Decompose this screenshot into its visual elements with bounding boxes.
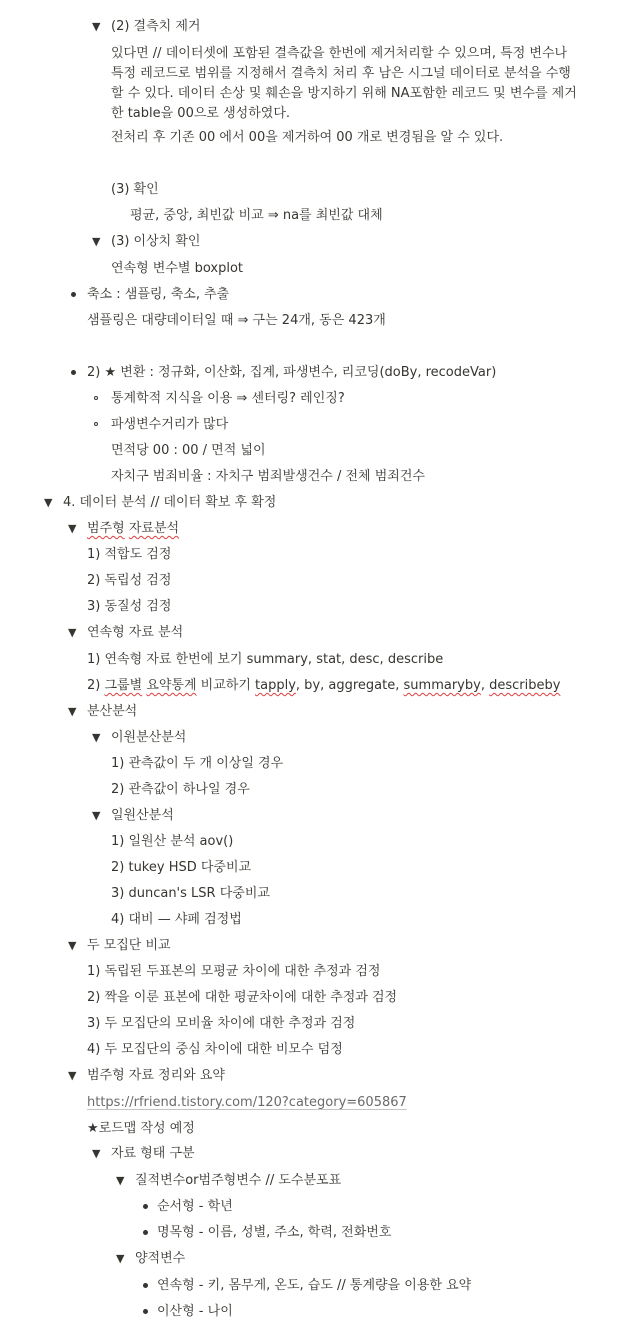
reduction-text: 샘플링은 대량데이터일 때 ⇒ 구는 24개, 동은 423개 <box>87 313 386 328</box>
toggle-arrow-icon[interactable]: ▼ <box>92 235 101 248</box>
missing-removal-heading: (2) 결측치 제거 <box>111 19 201 34</box>
missing-removal-paragraph: 있다면 // 데이터셋에 포함된 결측값을 한번에 제거처리할 수 있으며, 특정 변수나 특정 레코드로 범위를 지정해서 결측치 처리 후 남은 시그널 데이터로 분석을 수행할 수 있다. 데이터 손상 및 훼손을 방지하기 위해 NA포함한 레코드 및 변수를 제거한 table을 00으로 생성하였다. <box>111 46 577 121</box>
roadmap-note: ★로드맵 작성 예정 <box>87 1121 195 1136</box>
missing-removal-result: 전처리 후 기존 00 에서 00을 제거하여 00 개로 변경됨을 알 수 있다. <box>111 130 504 145</box>
cat-summary-heading: 범주형 자료 정리와 요약 <box>87 1068 225 1083</box>
reduction-label: 축소 : 샘플링, 축소, 추출 <box>87 287 230 302</box>
transform-label: 2) ★ 변환 : 정규화, 이산화, 집계, 파생변수, 리코딩(doBy, recodeVar) <box>87 365 497 380</box>
transform-sub1: 통계학적 지식을 이용 ⇒ 센터링? 레인징? <box>111 391 345 406</box>
two-pop-item: 4) 두 모집단의 중심 차이에 대한 비모수 덤정 <box>87 1042 343 1057</box>
bullet-circle-icon <box>94 422 98 426</box>
categorical-item: 1) 적합도 검정 <box>87 547 172 562</box>
bullet-dot-icon <box>71 292 76 297</box>
anova-heading: 분산분석 <box>87 704 138 719</box>
oneway-anova-item: 2) tukey HSD 다중비교 <box>111 860 252 875</box>
outlier-heading: (3) 이상치 확인 <box>111 234 201 249</box>
continuous-heading: 연속형 자료 분석 <box>87 625 184 640</box>
toggle-arrow-icon[interactable]: ▼ <box>68 626 77 639</box>
continuous-item: 1) 연속형 자료 한번에 보기 summary, stat, desc, describe <box>87 652 444 667</box>
two-pop-item: 2) 짝을 이룬 표본에 대한 평균차이에 대한 추정과 검정 <box>87 990 398 1005</box>
quantitative-heading: 양적변수 <box>135 1251 186 1266</box>
transform-sub2-line2: 자치구 범죄비율 : 자치구 범죄발생건수 / 전체 범죄건수 <box>111 469 425 484</box>
oneway-anova-item: 3) duncan's LSR 다중비교 <box>111 886 270 901</box>
quantitative-item: 이산형 - 나이 <box>157 1304 233 1319</box>
reference-link[interactable]: https://rfriend.tistory.com/120?category=605867 <box>87 1095 407 1110</box>
outlier-text: 연속형 변수별 boxplot <box>111 261 244 276</box>
categorical-heading: 범주형 자료분석 <box>87 521 180 536</box>
categorical-item: 3) 동질성 검정 <box>87 599 172 614</box>
two-pop-heading: 두 모집단 비교 <box>87 938 171 953</box>
qualitative-heading: 질적변수or범주형변수 // 도수분포표 <box>135 1173 342 1188</box>
oneway-anova-item: 1) 일원산 분석 aov() <box>111 834 234 849</box>
toggle-arrow-icon[interactable]: ▼ <box>92 809 101 822</box>
toggle-arrow-icon[interactable]: ▼ <box>44 496 53 509</box>
quantitative-item: 연속형 - 키, 몸무게, 온도, 습도 // 통계량을 이용한 요약 <box>157 1278 472 1293</box>
twoway-anova-item: 2) 관측값이 하나일 경우 <box>111 782 250 797</box>
twoway-anova-heading: 이원분산분석 <box>111 730 187 745</box>
toggle-arrow-icon[interactable]: ▼ <box>116 1252 125 1265</box>
bullet-dot-icon <box>143 1204 148 1209</box>
toggle-arrow-icon[interactable]: ▼ <box>68 705 77 718</box>
analysis-heading: 4. 데이터 분석 // 데이터 확보 후 확정 <box>63 495 277 510</box>
toggle-arrow-icon[interactable]: ▼ <box>92 731 101 744</box>
check-text: 평균, 중앙, 최빈값 비교 ⇒ na를 최빈값 대체 <box>130 208 383 223</box>
check-heading: (3) 확인 <box>111 182 159 197</box>
twoway-anova-item: 1) 관측값이 두 개 이상일 경우 <box>111 756 284 771</box>
qualitative-item: 명목형 - 이름, 성별, 주소, 학력, 전화번호 <box>157 1225 392 1240</box>
toggle-arrow-icon[interactable]: ▼ <box>92 1147 101 1160</box>
toggle-arrow-icon[interactable]: ▼ <box>92 20 101 33</box>
bullet-circle-icon <box>94 396 98 400</box>
toggle-arrow-icon[interactable]: ▼ <box>68 939 77 952</box>
two-pop-item: 1) 독립된 두표본의 모평균 차이에 대한 추정과 검정 <box>87 964 381 979</box>
data-types-heading: 자료 형태 구분 <box>111 1146 195 1161</box>
toggle-arrow-icon[interactable]: ▼ <box>116 1174 125 1187</box>
categorical-item: 2) 독립성 검정 <box>87 573 172 588</box>
oneway-anova-item: 4) 대비 — 샤페 검정법 <box>111 912 242 927</box>
two-pop-item: 3) 두 모집단의 모비율 차이에 대한 추정과 검정 <box>87 1016 356 1031</box>
bullet-dot-icon <box>71 370 76 375</box>
bullet-dot-icon <box>143 1230 148 1235</box>
toggle-arrow-icon[interactable]: ▼ <box>68 1069 77 1082</box>
continuous-item: 2) 그룹별 요약통계 비교하기 tapply, by, aggregate, summaryby, describeby <box>87 678 561 693</box>
toggle-arrow-icon[interactable]: ▼ <box>68 522 77 535</box>
qualitative-item: 순서형 - 학년 <box>157 1199 233 1214</box>
transform-sub2-line1: 면적당 00 : 00 / 면적 넓이 <box>111 443 266 458</box>
oneway-anova-heading: 일원산분석 <box>111 808 174 823</box>
bullet-dot-icon <box>143 1309 148 1314</box>
transform-sub2: 파생변수거리가 많다 <box>111 417 229 432</box>
bullet-dot-icon <box>143 1283 148 1288</box>
